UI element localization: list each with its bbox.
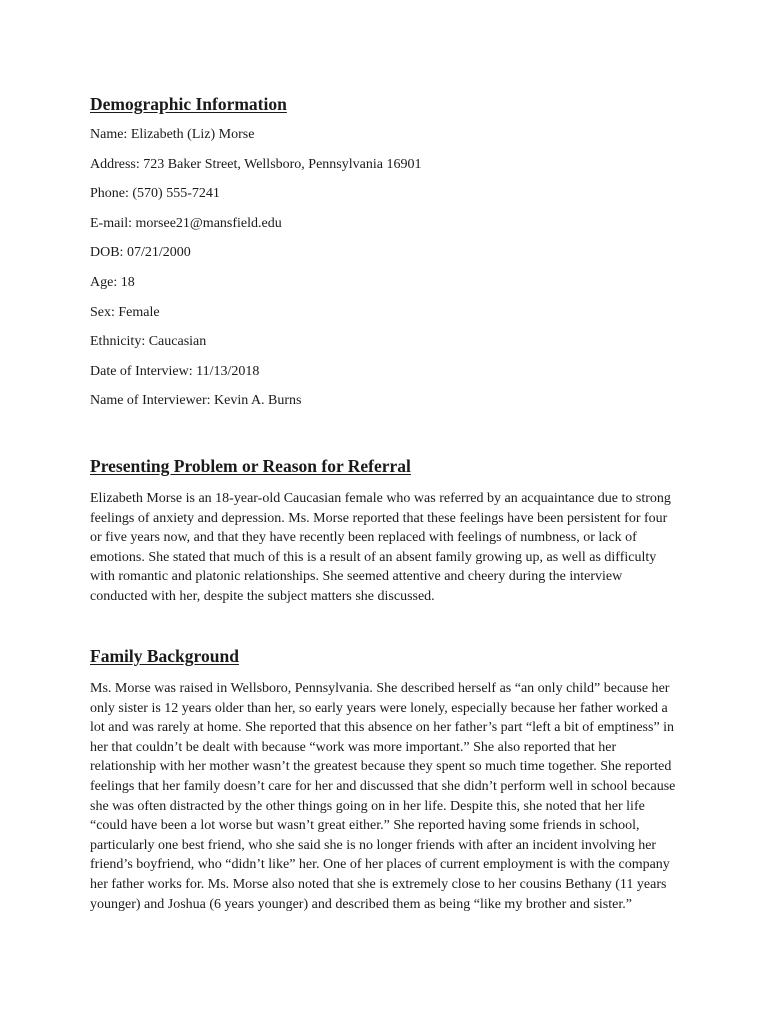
paragraph-line: numbness, or lack of emotions. She stated that much of this is a result of an absent family — [90, 530, 637, 565]
paragraph-line: persistent for four or five years now, and that they have recently been replaced with feelings of — [90, 510, 668, 546]
paragraph-line: Elizabeth Morse is an 18-year-old Caucasian female who was referred by an acquaintance due to — [90, 491, 633, 506]
field-ethnicity: Ethnicity: Caucasian — [90, 334, 207, 350]
paragraph-line: in her life. Despite this, she noted that her life “could have been a lot worse but wasn’t great — [90, 798, 645, 834]
paragraph-line: and cheery during the interview conducted with her, despite the subject matters she discussed. — [90, 569, 623, 604]
field-name: Name: Elizabeth (Liz) Morse — [90, 127, 255, 142]
field-email: E-mail: morsee21@mansfield.edu — [90, 215, 282, 231]
family-heading: Family Background — [90, 646, 239, 666]
presenting-heading: Presenting Problem or Reason for Referral — [90, 456, 411, 476]
field-phone: Phone: (570) 555-7241 — [90, 186, 220, 202]
paragraph-line: she is no longer friends with after an incident involving her friend’s boyfriend, who “didn’t like” — [90, 837, 657, 873]
paragraph-line: because her only sister is 12 years older than her, so early years were lonely, especially because — [90, 681, 670, 716]
paragraph-line: strong feelings of anxiety and depression. Ms. Morse reported that these feelings have been — [90, 491, 671, 526]
paragraph-line: either.” She reported having some friends in school, particularly one best friend, who she said — [90, 818, 640, 853]
paragraph-line: much time together. She reported feelings that her family doesn’t care for her and discussed that — [90, 759, 672, 794]
paragraph-line: Ms. Morse was raised in Wellsboro, Pennsylvania. She described herself as “an only child” — [90, 681, 601, 696]
field-sex: Sex: Female — [90, 304, 160, 320]
demographic-heading: Demographic Information — [90, 94, 287, 114]
paragraph-line: Morse also noted that she is extremely close to her cousins Bethany (11 years younger) and — [90, 876, 667, 912]
paragraph-line: her. One of her places of current employment is with the company her father works for. Ms. — [90, 857, 670, 892]
paragraph-line: She also reported that her relationship with her mother wasn’t the greatest because they spent so — [90, 739, 617, 775]
field-interviewer: Name of Interviewer: Kevin A. Burns — [90, 393, 302, 409]
paragraph-line: Joshua (6 years younger) and described them as being “like my brother and sister.” — [167, 896, 632, 912]
field-address: Address: 723 Baker Street, Wellsboro, Pennsylvania 16901 — [90, 156, 422, 172]
field-dob: DOB: 07/21/2000 — [90, 245, 191, 261]
paragraph-line: her father worked a lot and was rarely at home. She reported that this absence on her father’s part — [90, 700, 668, 736]
field-interview-date: Date of Interview: 11/13/2018 — [90, 363, 260, 379]
demographic-fields — [90, 127, 421, 423]
presenting-paragraph — [90, 489, 680, 607]
document-page — [90, 0, 680, 1024]
paragraph-line: growing up, as well as difficulty with romantic and platonic relationships. She seemed attentive — [90, 549, 657, 585]
field-age: Age: 18 — [90, 274, 135, 290]
family-paragraph — [90, 679, 680, 914]
paragraph-line: “left a bit of emptiness” in her that couldn’t be dealt with because “work was more important.” — [90, 720, 675, 755]
paragraph-line: she didn’t perform well in school because she was often distracted by the other things going on — [90, 778, 676, 814]
